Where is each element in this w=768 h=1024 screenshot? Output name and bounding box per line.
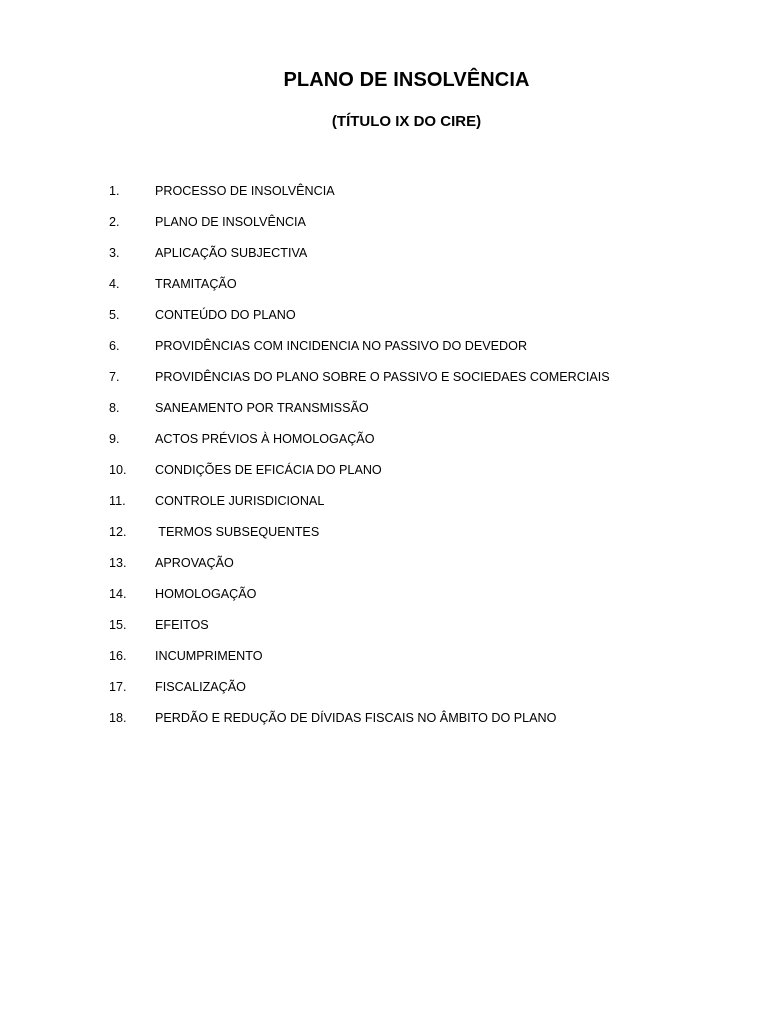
toc-item-label: PROCESSO DE INSOLVÊNCIA xyxy=(155,184,335,198)
toc-item-label: CONDIÇÕES DE EFICÁCIA DO PLANO xyxy=(155,463,382,477)
toc-item xyxy=(0,212,768,243)
toc-item-label: TRAMITAÇÃO xyxy=(155,277,237,291)
toc-item-number: 14. xyxy=(109,587,127,601)
toc-item-label: PERDÃO E REDUÇÃO DE DÍVIDAS FISCAIS NO ÂMBITO DO PLANO xyxy=(155,711,557,725)
toc-item-number: 17. xyxy=(109,680,127,694)
toc-item-number: 2. xyxy=(109,215,120,229)
toc-item-label: EFEITOS xyxy=(155,618,209,632)
toc-item-label: FISCALIZAÇÃO xyxy=(155,680,246,694)
toc-item-number: 6. xyxy=(109,339,120,353)
toc-item-number: 11. xyxy=(109,494,126,508)
toc-item-number: 1. xyxy=(109,184,120,198)
toc-item-number: 4. xyxy=(109,277,120,291)
toc-item xyxy=(0,553,768,584)
toc-item-label: PROVIDÊNCIAS COM INCIDENCIA NO PASSIVO DO DEVEDOR xyxy=(155,339,528,353)
toc-item-label: INCUMPRIMENTO xyxy=(155,649,263,663)
toc-item-number: 10. xyxy=(109,463,127,477)
toc-item-label: ACTOS PRÉVIOS À HOMOLOGAÇÃO xyxy=(155,432,375,446)
toc-item-label: PROVIDÊNCIAS DO PLANO SOBRE O PASSIVO E SOCIEDAES COMERCIAIS xyxy=(155,370,610,384)
toc-item xyxy=(0,243,768,274)
document-title: PLANO DE INSOLVÊNCIA xyxy=(283,69,530,91)
toc-item-label: APROVAÇÃO xyxy=(155,556,234,570)
toc-item-label: SANEAMENTO POR TRANSMISSÃO xyxy=(155,401,369,415)
toc-item-number: 9. xyxy=(109,432,120,446)
toc-item-number: 16. xyxy=(109,649,127,663)
toc-item xyxy=(0,274,768,305)
toc-item xyxy=(0,677,768,708)
toc-item-label: APLICAÇÃO SUBJECTIVA xyxy=(155,246,308,260)
toc-item-number: 15. xyxy=(109,618,127,632)
toc-item xyxy=(0,181,768,212)
toc-item xyxy=(0,646,768,677)
toc-item xyxy=(0,336,768,367)
toc-item xyxy=(0,584,768,615)
toc-item-number: 18. xyxy=(109,711,127,725)
toc-item-number: 5. xyxy=(109,308,120,322)
toc-item xyxy=(0,460,768,491)
toc-item-label: HOMOLOGAÇÃO xyxy=(155,587,257,601)
toc-item xyxy=(0,429,768,460)
toc-item xyxy=(0,398,768,429)
toc-item-label: CONTEÚDO DO PLANO xyxy=(155,308,296,322)
toc-item-number: 3. xyxy=(109,246,120,260)
toc-item-number: 13. xyxy=(109,556,127,570)
toc-item xyxy=(0,615,768,646)
toc-item xyxy=(0,305,768,336)
document-subtitle: (TÍTULO IX DO CIRE) xyxy=(331,113,482,130)
toc-item xyxy=(0,491,768,522)
toc-item-number: 8. xyxy=(109,401,120,415)
toc-item xyxy=(0,708,768,739)
toc-item-label: CONTROLE JURISDICIONAL xyxy=(155,494,325,508)
toc-item xyxy=(0,367,768,398)
toc-item-number: 7. xyxy=(109,370,120,384)
toc-item-label: PLANO DE INSOLVÊNCIA xyxy=(155,215,306,229)
table-of-contents xyxy=(0,181,768,739)
toc-item xyxy=(0,522,768,553)
toc-item-number: 12. xyxy=(109,525,127,539)
toc-item-label: TERMOS SUBSEQUENTES xyxy=(155,525,320,539)
